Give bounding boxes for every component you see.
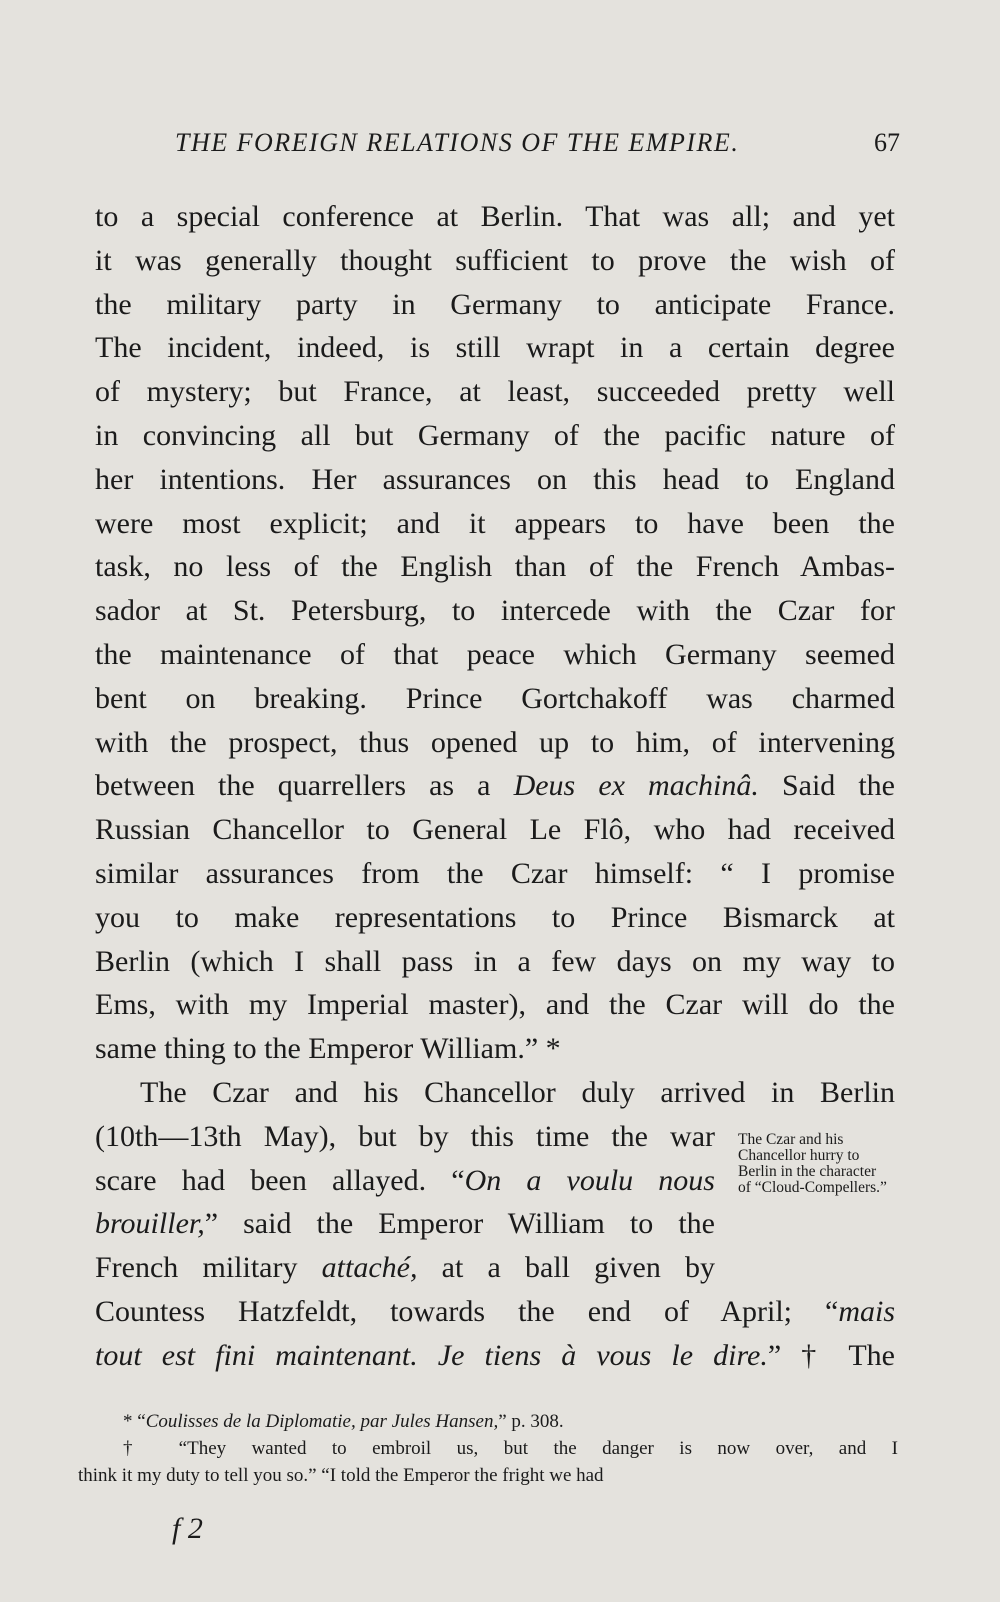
- text-run: between the quarrellers as a: [95, 769, 491, 803]
- text-line: to a special conference at Berlin. That was all; and yet: [95, 200, 895, 233]
- page-number: 67: [874, 128, 900, 157]
- text-line: task, no less of the English than of the French Ambas-: [95, 550, 895, 584]
- text-line: [95, 764, 895, 808]
- text-line: The Czar and his Chancellor duly arrived in Berlin: [140, 1075, 895, 1109]
- text-line: similar assurances from the Czar himself: “ I promise: [95, 856, 895, 890]
- text-line: The incident, indeed, is still wrapt in a certain degree: [95, 331, 895, 365]
- footnote-2-line-2: think it my duty to tell you so.” “I told the Emperor the fright we had: [78, 1465, 604, 1486]
- text-line: the military party in Germany to anticipate France.: [95, 287, 895, 321]
- footnotes: [78, 1408, 898, 1489]
- text-line: with the prospect, thus opened up to him, of intervening: [95, 725, 895, 759]
- text-line: her intentions. Her assurances on this head to England: [95, 462, 895, 496]
- text-line: [95, 1290, 895, 1334]
- footnote-1: [78, 1408, 898, 1435]
- text-run: ” said the Emperor William to the: [204, 1207, 715, 1241]
- italic-phrase: attaché,: [321, 1251, 418, 1285]
- text-line: the maintenance of that peace which Germany seemed: [95, 637, 895, 671]
- text-line: [95, 1334, 895, 1378]
- running-title: THE FOREIGN RELATIONS OF THE EMPIRE.: [175, 128, 740, 157]
- text-line: Russian Chancellor to General Le Flô, who had received: [95, 813, 895, 847]
- text-line: [95, 1202, 715, 1246]
- text-run: ” † The: [767, 1338, 895, 1372]
- text-line: bent on breaking. Prince Gortchakoff was charmed: [95, 681, 895, 715]
- text-line: [95, 1246, 715, 1290]
- text-line: same thing to the Emperor William.” *: [95, 1032, 561, 1066]
- text-line: of mystery; but France, at least, succeeded pretty well: [95, 375, 895, 409]
- text-line: [95, 1159, 715, 1203]
- italic-phrase: On a voulu nous: [464, 1163, 715, 1197]
- margin-note: The Czar and his Chancellor hurry to Berlin in the character of “Cloud-Compellers.”: [738, 1131, 887, 1196]
- footnote-mark: * “: [123, 1411, 146, 1432]
- footnote-title: Coulisses de la Diplomatie, par Jules Hansen,: [145, 1411, 499, 1432]
- text-run: Said the: [781, 769, 896, 803]
- italic-phrase: brouiller,: [95, 1207, 205, 1241]
- italic-phrase: tout est fini maintenant. Je tiens à vous le dire.: [95, 1338, 768, 1372]
- text-line: you to make representations to Prince Bismarck at: [95, 900, 895, 934]
- italic-phrase: mais: [838, 1294, 895, 1328]
- text-line: it was generally thought sufficient to prove the wish of: [95, 243, 895, 277]
- text-run: French military: [95, 1251, 298, 1285]
- body-text: [95, 195, 895, 1378]
- footnote-2-line-1: † “They wanted to embroil us, but the danger is now over, and I: [123, 1438, 898, 1459]
- text-line: sador at St. Petersburg, to intercede with the Czar for: [95, 594, 895, 628]
- text-run: scare had been allayed. “: [95, 1163, 465, 1197]
- text-line: (10th—13th May), but by this time the war: [95, 1119, 715, 1153]
- text-line: were most explicit; and it appears to have been the: [95, 506, 895, 540]
- italic-phrase: Deus ex machinâ.: [513, 769, 759, 803]
- footnote-tail: ” p. 308.: [498, 1411, 564, 1432]
- text-line: in convincing all but Germany of the pacific nature of: [95, 418, 895, 452]
- text-line: Berlin (which I shall pass in a few days on my way to: [95, 944, 895, 978]
- text-run: Countess Hatzfeldt, towards the end of April; “: [95, 1294, 839, 1328]
- text-line: Ems, with my Imperial master), and the Czar will do the: [95, 988, 895, 1022]
- running-header: [175, 128, 900, 158]
- text-run: at a ball given by: [441, 1251, 716, 1285]
- signature-mark: f 2: [172, 1512, 203, 1545]
